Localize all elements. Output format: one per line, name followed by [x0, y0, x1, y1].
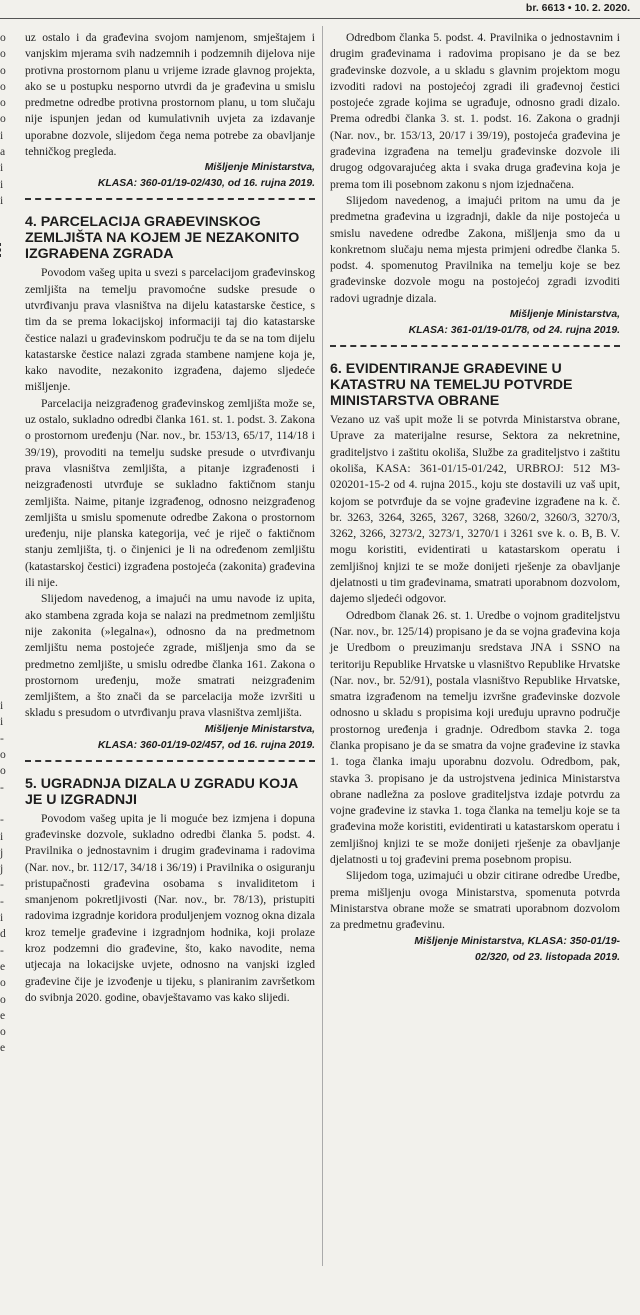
margin-letter — [0, 649, 10, 665]
intro-paragraph: uz ostalo i da građevina svojom namjenom, smještajem i vanjskim mjerama svih nadzemnih i podzemnih dijelova nije protivna prostornom planu u vrijeme izrade glavnog projekta, ako se u postupku nesporno utvrdi da je građevina u smislu predmetne odredbe protivna prostornom planu, u tom slučaju nije ispunjen jedan od kumulativnih uvjeta za izdavanje uporabne dozvole, slijedom čega nema potrebe za obavljanje tehničkog pregleda. — [25, 31, 315, 159]
margin-letter — [0, 682, 10, 698]
margin-letter — [0, 568, 10, 584]
margin-letter — [0, 584, 10, 600]
margin-letter: i — [0, 193, 4, 207]
section-4-paragraph-3: Slijedom navedenog, a imajući na umu navode iz upita, ako stambena zgrada koja se nalazi na predmetnom zemljištu nije zakonita (»legalna«), odnosno da na predmetnom zemljištu nema postojeće zgrade, mišljenja smo da se predmetno zemljište, u smislu odredbe članka 161. Zakona o prostornom uređenju, može smatrati neizgrađenim zemljištem, a što znači da se parcelacija može izvršiti u skladu s presudom o utvrđivanju prava vlasništva zemljišta. — [25, 592, 315, 720]
margin-letter — [0, 356, 10, 372]
margin-letter — [0, 291, 10, 307]
margin-letter: - — [0, 731, 4, 745]
klasa-line: KLASA: 361-01/19-01/78, od 24. rujna 2019. — [408, 325, 620, 337]
right-column — [330, 30, 620, 966]
margin-letter: i — [0, 715, 4, 729]
margin-letter: o — [0, 976, 6, 990]
margin-letter — [0, 666, 10, 682]
section-5-paragraph-2: Odredbom članka 5. podst. 4. Pravilnika o jednostavnim i drugim građevinama i radovima propisano je da se bez građevinske dozvole, a u skladu s glavnim projektom mogu izvoditi radovi na postojećoj zgradi ili građevnoj čestici postojeće zgrade kojima se ugrađuje, odnosno gradi dizalo. Prema odredbi članka 3. st. 1. podst. 16. Zakona o gradnji (Nar. nov., br. 153/13, 20/17 i 39/19), postojeća građevina je građevina izgrađena na temelju građevinske dozvole ili drugog odgovarajućeg akta i svaka druga građevina koja je prema tom ili posebnom zakonu s njom izjednačena. — [330, 31, 620, 191]
margin-letter: i — [0, 699, 4, 713]
section-separator — [25, 198, 315, 200]
signature-line: Mišljenje Ministarstva, — [204, 162, 315, 174]
margin-letter: e — [0, 959, 6, 973]
signature-line: Mišljenje Ministarstva, — [509, 309, 620, 321]
section-separator — [330, 345, 620, 347]
margin-letter: o — [0, 96, 6, 110]
margin-letter: - — [0, 943, 4, 957]
margin-letter — [0, 372, 10, 388]
margin-letter: - — [0, 813, 4, 827]
margin-letter: j — [0, 845, 4, 859]
margin-letter — [0, 552, 10, 568]
margin-letter: j — [0, 862, 4, 876]
margin-letter: i — [0, 911, 4, 925]
column-divider — [322, 26, 323, 1266]
section-4-title: 4. PARCELACIJA GRAĐEVINSKOG ZEMLJIŠTA NA KOJEM JE NEZAKONITO IZGRAĐENA ZGRADA — [25, 214, 300, 263]
margin-letter: - — [0, 780, 4, 794]
margin-letter: o — [0, 79, 6, 93]
section-6-paragraph-1: Vezano uz vaš upit može li se potvrda Ministarstva obrane, Uprave za materijalne resurse, Sektora za nekretnine, graditeljstvo i zaštitu okoliša, Službe za graditeljstvo i zaštitu okoliša, KASA: 361-01/15-01/242, URBROJ: 512 M3-020201-15-2 od 4. rujna 2015., koju ste dostavili uz vaš upit, kojom se potvrđuje da se vojne građevine izgrađene na k. č. br. 3263, 3264, 3265, 3267, 3268, 3260/2, 3260/3, 3270/3, 3262, 3266, 3273/2, 3273/1, 3270/1 i 3261 sve k. o. B, B. V. mogu koristiti, evidentirati u katastarskom operatu i zemljišnoj knjizi te se može donijeti rješenje za obavljanje djelatnosti u tim građevinama, smatrati uporabnom dozvolom, dajemo sljedeći odgovor. — [330, 413, 620, 606]
margin-letter — [0, 389, 10, 405]
margin-letter — [0, 633, 10, 649]
section-6-paragraph-3: Slijedom toga, uzimajući u obzir citirane odredbe Uredbe, prema mišljenju ovoga Ministarstva, spomenuta potvrda Ministarstva obrane može se smatrati uporabnom dozvolom za predmetnu građevinu. — [330, 869, 620, 932]
margin-letter — [0, 535, 10, 551]
margin-letter: o — [0, 764, 6, 778]
section-6-paragraph-2: Odredbom članak 26. st. 1. Uredbe o vojnom graditeljstvu (Nar. nov., br. 125/14) propisano je da se vojna građevina koja je Uredbom o preuzimanju sredstava JNA i SSNO na teritoriju Republike Hrvatske u vlasništvo Republike Hrvatske (Nar. nov., br. 52/91), postala vlasništvo Republike Hrvatske, smatra izgrađenom na temelju izvršne građevinske dozvole odnosno u skladu s propisima koji uređuju upravno područje prostornog uređenja i gradnje. Odredbom stavka 2. toga članka propisano je da se smatra da vojne građevine iz stavka 1. toga članka imaju uporabnu dozvolu. Odredbom, pak, stavka 3. propisano je da ustrojstvena jedinica Ministarstva obrane nadležna za poslove graditeljstva izdaje potvrdu za vojne građevine iz stavka 1. toga članka na temelju koje se ta građevina može koristiti, evidentirati u katastarskom operatu i zemljišnoj knjizi te se može donijeti rješenje za obavljanje djelatnosti u toj građevini prema posebnom propisu. — [330, 608, 620, 867]
margin-divider — [0, 243, 5, 257]
signature-line: Mišljenje Ministarstva, — [204, 723, 315, 735]
margin-letter — [0, 437, 10, 453]
margin-letter — [0, 405, 10, 421]
klasa-line: 02/320, od 23. listopada 2019. — [475, 951, 620, 963]
margin-letter: e — [0, 1008, 6, 1022]
section-5-title: 5. UGRADNJA DIZALA U ZGRADU KOJA JE U IZGRADNJI — [25, 775, 298, 808]
margin-letter — [0, 617, 10, 633]
section-5-paragraph-1: Povodom vašeg upita je li moguće bez izmjena i dopuna građevinske dozvole, sukladno odredbi članka 5. podst. 4. Pravilnika o jednostavnim i drugim građevinama i radovima (Nar. nov., br. 112/17, 34/18 i 36/19) i Pravilnika o osiguranju pristupačnosti građevina osobama s invaliditetom i smanjenom pokretljivosti (Nar. nov., br. 78/13), pristupiti radovima izgradnje koridora produljenjem voznog okna dizala kroz temelje građevine i izgradnjom hodnika, koji prolaze kroz podzemni dio građevine, što, kako navodite, nema utjecaja na lokacijske uvjete, odnosno na vanjski izgled građevine čije je izvođenje u tijeku, s planiranim završetkom do svibnja 2020. godine, obavještavamo vas kako slijedi. — [25, 811, 315, 1004]
margin-letter — [0, 274, 10, 290]
section-4-paragraph-1: Povodom vašeg upita u svezi s parcelacijom građevinskog zemljišta na temelju pravomoćne sudske presude o utvrđivanju prava vlasništva na dijelu katastarske čestice, s tim da se prema lokacijskoj informaciji taj dio katastarske čestice nalazi u građevinskom području te da se na tom dijelu katastarske čestice nalazi zgrada stambene namjene koja je, kako navodite, nezakonito izgrađena, dajemo sljedeće mišljenje. — [25, 266, 315, 394]
margin-letter: o — [0, 31, 6, 44]
cropped-margin-text — [0, 30, 10, 1057]
margin-letter: o — [0, 748, 6, 762]
left-column — [25, 30, 315, 1006]
section-4-paragraph-2: Parcelacija neizgrađenog građevinskog zemljišta može se, uz ostalo, sukladno odredbi članka 161. st. 1. podst. 3. Zakona o prostornom uređenju (Nar. nov., br. 153/13, 65/17, 114/18 i 39/19), provoditi na temelju sudske presude o utvrđivanju prava vlasništva zemljišta, a pitanje izgrađenosti i neizgrađenosti utvrđuje se sukladno faktičnom stanju zemljišta. Naime, pitanje izgrađenog, odnosno neizgrađenog zemljišta u smislu spomenute odredbe Zakona o prostornom uređenju, nije planska kategorija, već je riječ o faktičnom stanju zemljišta, tj. o činjenici je li na određenom zemljištu (katastarskoj čestici) izgrađena postojeća (zakonita) građevina ili nije. — [25, 396, 315, 590]
margin-letter — [0, 503, 10, 519]
margin-letter — [0, 454, 10, 470]
margin-letter — [0, 340, 10, 356]
signature-line: Mišljenje Ministarstva, KLASA: 350-01/19- — [414, 935, 620, 947]
section-separator — [25, 760, 315, 762]
margin-letter — [0, 421, 10, 437]
margin-letter: o — [0, 112, 6, 126]
margin-letter — [0, 307, 10, 323]
margin-letter — [0, 226, 10, 242]
margin-letter: a — [0, 145, 6, 159]
margin-letter — [0, 209, 10, 225]
margin-letter: i — [0, 829, 4, 843]
margin-letter: e — [0, 1041, 6, 1055]
margin-letter — [0, 470, 10, 486]
issue-number: br. 6613 • 10. 2. 2020. — [525, 2, 630, 14]
klasa-line: KLASA: 360-01/19-02/430, od 16. rujna 2019. — [97, 178, 315, 190]
margin-letter — [0, 486, 10, 502]
margin-letter: o — [0, 63, 6, 77]
margin-letter — [0, 796, 10, 812]
margin-letter: i — [0, 128, 4, 142]
section-5-paragraph-3: Slijedom navedenog, a imajući pritom na umu da je predmetna građevina u izgradnji, dakle da nije postojeća u smislu navedene odredbe Zakona, mišljenja smo da u konkretnom slučaju nema mjesta primjeni odredbe članka 5. podst. 4. spomenutog Pravilnika na temelju koje se bez građevinske dozvole mogu na postojećoj zgradi izvoditi radovi ugradnje dizala. — [330, 193, 620, 305]
margin-letter — [0, 258, 10, 274]
margin-letter: i — [0, 177, 4, 191]
margin-letter: o — [0, 47, 6, 61]
margin-letter: o — [0, 1025, 6, 1039]
margin-letter: i — [0, 161, 4, 175]
margin-letter: - — [0, 878, 4, 892]
margin-letter — [0, 519, 10, 535]
margin-letter: d — [0, 927, 6, 941]
margin-letter — [0, 323, 10, 339]
margin-letter: o — [0, 992, 6, 1006]
section-6-title: 6. EVIDENTIRANJE GRAĐEVINE U KATASTRU NA TEMELJU POTVRDE MINISTARSTVA OBRANE — [330, 361, 573, 410]
page-header — [0, 0, 640, 19]
margin-letter: - — [0, 894, 4, 908]
klasa-line: KLASA: 360-01/19-02/457, od 16. rujna 2019. — [97, 739, 315, 751]
margin-letter — [0, 600, 10, 616]
